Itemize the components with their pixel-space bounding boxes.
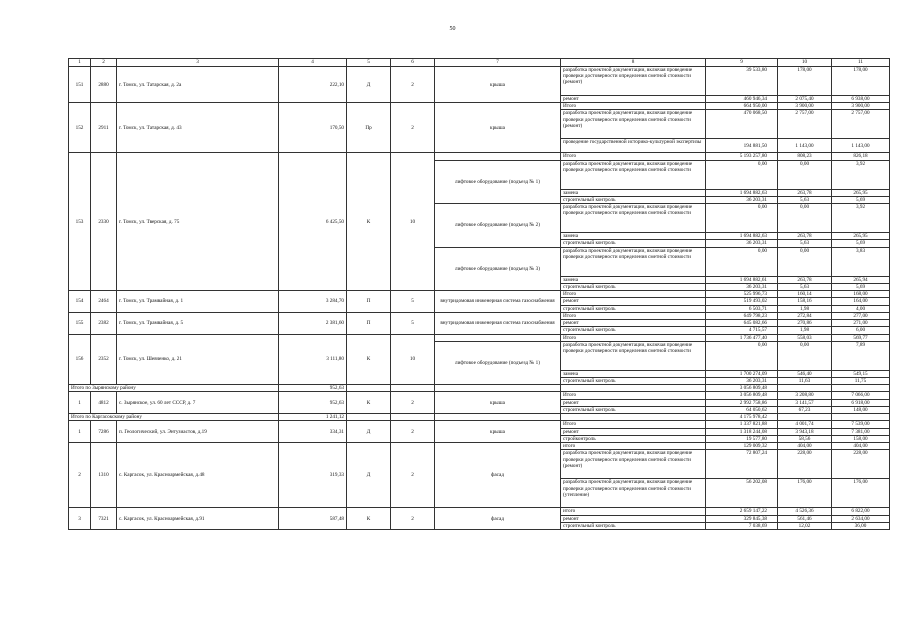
row-number: 154 bbox=[69, 291, 91, 313]
cost: 1 736 477,40 bbox=[706, 334, 778, 341]
cost: 36 203,31 bbox=[706, 196, 778, 203]
cost: 6 503,71 bbox=[706, 305, 778, 312]
max-unit-cost: 1 143,00 bbox=[832, 139, 890, 153]
table-row bbox=[69, 291, 890, 298]
header-row bbox=[69, 59, 890, 67]
element: фасад bbox=[435, 508, 561, 530]
table-row bbox=[69, 312, 890, 319]
building-code: 2352 bbox=[91, 334, 117, 385]
address: г. Томск, ул. Татарская, д. 2а bbox=[117, 67, 279, 103]
work-type: Итого bbox=[561, 312, 706, 319]
unit-cost: 178,00 bbox=[778, 67, 832, 96]
unit-cost: 263,78 bbox=[778, 276, 832, 283]
wall-material: К bbox=[347, 508, 391, 530]
work-type: разработка проектной документации, включая проведение проверки достоверности определения сметной стоимости bbox=[561, 204, 706, 233]
cost: 36 203,31 bbox=[706, 283, 778, 290]
header-cell: 1 bbox=[69, 59, 91, 67]
max-unit-cost: 826,18 bbox=[832, 153, 890, 160]
work-type: ремонт bbox=[561, 399, 706, 406]
area: 222,10 bbox=[279, 67, 347, 103]
max-unit-cost: 265,95 bbox=[832, 189, 890, 196]
floors: 2 bbox=[391, 508, 435, 530]
cost: 2 659 147,22 bbox=[706, 508, 778, 515]
unit-cost: 2 757,00 bbox=[778, 110, 832, 139]
unit-cost: 0,00 bbox=[778, 247, 832, 276]
max-unit-cost: 3 900,00 bbox=[832, 103, 890, 110]
subtotal-label: Итого по Каргасокскому району bbox=[69, 414, 279, 421]
cost: 1 694 882,61 bbox=[706, 276, 778, 283]
cost: 72 807,24 bbox=[706, 450, 778, 479]
work-type: строительный контроль bbox=[561, 406, 706, 413]
max-unit-cost: 549,15 bbox=[832, 370, 890, 377]
area: 3 111,80 bbox=[279, 334, 347, 385]
element: лифтовое оборудование (подъезд № 1) bbox=[435, 160, 561, 203]
work-type: Итого bbox=[561, 392, 706, 399]
max-unit-cost: 265,94 bbox=[832, 276, 890, 283]
element: лифтовое оборудование (подъезд № 2) bbox=[435, 204, 561, 247]
wall-material: Пр bbox=[347, 103, 391, 153]
header-cell: 11 bbox=[832, 59, 890, 67]
element bbox=[435, 153, 561, 160]
cost: 7 038,69 bbox=[706, 522, 778, 529]
max-unit-cost: 36,00 bbox=[832, 522, 890, 529]
element: лифтовое оборудование (подъезд № 3) bbox=[435, 247, 561, 290]
cost: 0,00 bbox=[706, 341, 778, 370]
address: г. Томск, ул. Трамвайная, д. 5 bbox=[117, 312, 279, 334]
address: с. Каргасок, ул. Красноармейская, д.91 bbox=[117, 508, 279, 530]
work-type: Итого bbox=[561, 334, 706, 341]
cost: 4 715,57 bbox=[706, 327, 778, 334]
cost: 0,00 bbox=[706, 204, 778, 233]
cost: 1 337 821,88 bbox=[706, 421, 778, 428]
building-code: 7286 bbox=[91, 421, 117, 443]
work-type: строительный контроль bbox=[561, 305, 706, 312]
max-unit-cost: 5,69 bbox=[832, 283, 890, 290]
address: с. Зырянское, ул. 60 лет СССР, д. 7 bbox=[117, 392, 279, 414]
max-unit-cost: 2 757,00 bbox=[832, 110, 890, 139]
cost: 36 203,31 bbox=[706, 377, 778, 384]
floors: 2 bbox=[391, 103, 435, 153]
area: 6 425,50 bbox=[279, 153, 347, 291]
element bbox=[435, 334, 561, 341]
building-code: 1310 bbox=[91, 443, 117, 508]
max-unit-cost: 5,69 bbox=[832, 196, 890, 203]
area: 3 284,70 bbox=[279, 291, 347, 313]
unit-cost: 4 526,36 bbox=[778, 508, 832, 515]
max-unit-cost: 11,75 bbox=[832, 377, 890, 384]
subtotal-area: 1 241,12 bbox=[279, 414, 347, 421]
building-code: 2880 bbox=[91, 67, 117, 103]
row-number: 2 bbox=[69, 443, 91, 508]
element: крыша bbox=[435, 103, 561, 153]
unit-cost: 5,63 bbox=[778, 283, 832, 290]
cost: 194 881,50 bbox=[706, 139, 778, 153]
unit-cost: 160,14 bbox=[778, 291, 832, 298]
max-unit-cost: 164,00 bbox=[832, 298, 890, 305]
unit-cost: 5,63 bbox=[778, 240, 832, 247]
wall-material: Д bbox=[347, 421, 391, 443]
repair-program-table bbox=[68, 58, 890, 530]
max-unit-cost: 158,00 bbox=[832, 435, 890, 442]
element: крыша bbox=[435, 67, 561, 103]
element: крыша bbox=[435, 421, 561, 443]
max-unit-cost: 3,92 bbox=[832, 160, 890, 189]
unit-cost: 3 141,57 bbox=[778, 399, 832, 406]
unit-cost: 1 143,00 bbox=[778, 139, 832, 153]
table-row bbox=[69, 508, 890, 515]
element: фасад bbox=[435, 443, 561, 508]
row-number: 152 bbox=[69, 103, 91, 153]
building-code: 2382 bbox=[91, 312, 117, 334]
cost: 470 068,50 bbox=[706, 110, 778, 139]
max-unit-cost: 277,00 bbox=[832, 312, 890, 319]
building-code: 2330 bbox=[91, 153, 117, 291]
work-type: строительный контроль bbox=[561, 283, 706, 290]
cost: 39 533,80 bbox=[706, 67, 778, 96]
wall-material: П bbox=[347, 291, 391, 313]
max-unit-cost: 4,00 bbox=[832, 305, 890, 312]
cost: 519 493,02 bbox=[706, 298, 778, 305]
max-unit-cost: 176,00 bbox=[832, 479, 890, 508]
header-cell: 4 bbox=[279, 59, 347, 67]
element: крыша bbox=[435, 392, 561, 414]
unit-cost: 4 001,74 bbox=[778, 421, 832, 428]
wall-material: К bbox=[347, 334, 391, 385]
floors: 10 bbox=[391, 334, 435, 385]
unit-cost: 263,78 bbox=[778, 233, 832, 240]
area: 319,33 bbox=[279, 443, 347, 508]
address: г. Томск, ул. Шевченко, д. 21 bbox=[117, 334, 279, 385]
unit-cost: 0,00 bbox=[778, 341, 832, 370]
area: 952,63 bbox=[279, 392, 347, 414]
building-code: 7321 bbox=[91, 508, 117, 530]
cost: 3 056 809,48 bbox=[706, 392, 778, 399]
unit-cost: 558,03 bbox=[778, 334, 832, 341]
cost: 1 694 882,63 bbox=[706, 189, 778, 196]
max-unit-cost: 6,00 bbox=[832, 327, 890, 334]
max-unit-cost: 6 918,00 bbox=[832, 399, 890, 406]
header-cell: 6 bbox=[391, 59, 435, 67]
row-number: 156 bbox=[69, 334, 91, 385]
unit-cost: 546,40 bbox=[778, 370, 832, 377]
address: с. Каргасок, ул. Красноармейская, д.48 bbox=[117, 443, 279, 508]
address: г. Томск, ул. Тверская, д. 75 bbox=[117, 153, 279, 291]
table-row bbox=[69, 67, 890, 96]
unit-cost: 3 943,18 bbox=[778, 428, 832, 435]
unit-cost: 1,98 bbox=[778, 305, 832, 312]
floors: 2 bbox=[391, 392, 435, 414]
building-code: 2911 bbox=[91, 103, 117, 153]
area: 170,50 bbox=[279, 103, 347, 153]
unit-cost: 176,00 bbox=[778, 479, 832, 508]
floors: 2 bbox=[391, 421, 435, 443]
element: внутридомовая инженерная система газоснабжения bbox=[435, 312, 561, 334]
max-unit-cost: 7,89 bbox=[832, 341, 890, 370]
work-type: ремонт bbox=[561, 428, 706, 435]
wall-material: К bbox=[347, 392, 391, 414]
subtotal-label: Итого по Зырянскому району bbox=[69, 385, 279, 392]
max-unit-cost: 148,00 bbox=[832, 406, 890, 413]
building-code: 2464 bbox=[91, 291, 117, 313]
cost: 129 009,32 bbox=[706, 443, 778, 450]
row-number: 1 bbox=[69, 421, 91, 443]
page-number: 50 bbox=[449, 26, 456, 32]
cost: 1 694 882,63 bbox=[706, 233, 778, 240]
unit-cost: 404,00 bbox=[778, 443, 832, 450]
table-row bbox=[69, 443, 890, 450]
unit-cost: 270,86 bbox=[778, 320, 832, 327]
row-number: 151 bbox=[69, 67, 91, 103]
table-row bbox=[69, 153, 890, 160]
unit-cost: 12,02 bbox=[778, 522, 832, 529]
row-number: 155 bbox=[69, 312, 91, 334]
cost: 0,00 bbox=[706, 247, 778, 276]
header-cell: 9 bbox=[706, 59, 778, 67]
unit-cost: 0,00 bbox=[778, 160, 832, 189]
max-unit-cost: 228,00 bbox=[832, 450, 890, 479]
cost: 649 798,23 bbox=[706, 312, 778, 319]
row-number: 3 bbox=[69, 508, 91, 530]
work-type: Итого bbox=[561, 103, 706, 110]
unit-cost: 11,63 bbox=[778, 377, 832, 384]
max-unit-cost: 7 539,00 bbox=[832, 421, 890, 428]
district-subtotal-row bbox=[69, 414, 890, 421]
table-row bbox=[69, 103, 890, 110]
unit-cost: 1,98 bbox=[778, 327, 832, 334]
work-type: разработка проектной документации, включая проведение проверки достоверности определения сметной стоимости (ремонт) bbox=[561, 67, 706, 96]
cost: 36 203,31 bbox=[706, 240, 778, 247]
max-unit-cost: 7 381,00 bbox=[832, 428, 890, 435]
work-type: Итого bbox=[561, 291, 706, 298]
work-type: строительный контроль bbox=[561, 377, 706, 384]
work-type: ремонт bbox=[561, 320, 706, 327]
work-type: разработка проектной документации, включая проведение проверки достоверности определения сметной стоимости bbox=[561, 160, 706, 189]
wall-material: К bbox=[347, 153, 391, 291]
work-type: проведение государственной историко-культурной экспертизы bbox=[561, 139, 706, 153]
address: г. Томск, ул. Трамвайная, д. 1 bbox=[117, 291, 279, 313]
cost: 664 950,00 bbox=[706, 103, 778, 110]
unit-cost: 5,63 bbox=[778, 196, 832, 203]
subtotal-area: 952,63 bbox=[279, 385, 347, 392]
work-type: разработка проектной документации, включая проведение проверки достоверности определения сметной стоимости (ремонт) bbox=[561, 450, 706, 479]
header-cell: 3 bbox=[117, 59, 279, 67]
cost: 460 946,34 bbox=[706, 96, 778, 103]
floors: 10 bbox=[391, 153, 435, 291]
table-row bbox=[69, 421, 890, 428]
floors: 5 bbox=[391, 291, 435, 313]
header-cell: 10 bbox=[778, 59, 832, 67]
work-type: Итого bbox=[561, 153, 706, 160]
max-unit-cost: 271,00 bbox=[832, 320, 890, 327]
max-unit-cost: 3,83 bbox=[832, 247, 890, 276]
max-unit-cost: 168,00 bbox=[832, 291, 890, 298]
work-type: разработка проектной документации, включая проведение проверки достоверности определения сметной стоимости (ремонт) bbox=[561, 110, 706, 139]
element: лифтовое оборудование (подъезд № 1) bbox=[435, 341, 561, 384]
unit-cost: 2 075,40 bbox=[778, 96, 832, 103]
work-type: замена bbox=[561, 233, 706, 240]
max-unit-cost: 404,00 bbox=[832, 443, 890, 450]
cost: 0,00 bbox=[706, 160, 778, 189]
unit-cost: 263,78 bbox=[778, 189, 832, 196]
cost: 56 202,08 bbox=[706, 479, 778, 508]
cost: 1 700 274,09 bbox=[706, 370, 778, 377]
floors: 2 bbox=[391, 67, 435, 103]
district-subtotal-row bbox=[69, 385, 890, 392]
work-type: разработка проектной документации, включая проведение проверки достоверности определения сметной стоимости bbox=[561, 247, 706, 276]
unit-cost: 58,56 bbox=[778, 435, 832, 442]
address: г. Томск, ул. Татарская, д. 43 bbox=[117, 103, 279, 153]
floors: 2 bbox=[391, 443, 435, 508]
work-type: разработка проектной документации, включая проведение проверки достоверности определения сметной стоимости (утепление) bbox=[561, 479, 706, 508]
header-cell: 7 bbox=[435, 59, 561, 67]
work-type: замена bbox=[561, 276, 706, 283]
unit-cost: 158,16 bbox=[778, 298, 832, 305]
element: внутридомовая инженерная система газоснабжения bbox=[435, 291, 561, 313]
work-type: строительный контроль bbox=[561, 327, 706, 334]
cost: 1 318 244,08 bbox=[706, 428, 778, 435]
unit-cost: 272,84 bbox=[778, 312, 832, 319]
unit-cost: 3 900,00 bbox=[778, 103, 832, 110]
unit-cost: 3 208,80 bbox=[778, 392, 832, 399]
unit-cost: 0,00 bbox=[778, 204, 832, 233]
cost: 2 992 758,86 bbox=[706, 399, 778, 406]
work-type: итого bbox=[561, 508, 706, 515]
cost: 5 193 257,80 bbox=[706, 153, 778, 160]
max-unit-cost: 178,00 bbox=[832, 67, 890, 96]
cost: 329 845,38 bbox=[706, 515, 778, 522]
row-number: 1 bbox=[69, 392, 91, 414]
wall-material: П bbox=[347, 312, 391, 334]
work-type: строительный контроль bbox=[561, 196, 706, 203]
max-unit-cost: 7 066,00 bbox=[832, 392, 890, 399]
max-unit-cost: 6 822,00 bbox=[832, 508, 890, 515]
unit-cost: 808,23 bbox=[778, 153, 832, 160]
subtotal-cost: 3 056 809,48 bbox=[706, 385, 778, 392]
work-type: Итого bbox=[561, 421, 706, 428]
work-type: замена bbox=[561, 370, 706, 377]
cost: 64 050,62 bbox=[706, 406, 778, 413]
max-unit-cost: 569,77 bbox=[832, 334, 890, 341]
work-type: разработка проектной документации, включая проведение проверки достоверности определения сметной стоимости bbox=[561, 341, 706, 370]
work-type: строительный контроль bbox=[561, 240, 706, 247]
work-type: строительный контроль bbox=[561, 522, 706, 529]
max-unit-cost: 6 938,00 bbox=[832, 96, 890, 103]
work-type: ремонт bbox=[561, 515, 706, 522]
unit-cost: 67,23 bbox=[778, 406, 832, 413]
work-type: ремонт bbox=[561, 298, 706, 305]
address: п. Геологический, ул. Энтузиастов, д.19 bbox=[117, 421, 279, 443]
unit-cost: 561,46 bbox=[778, 515, 832, 522]
area: 2 381,60 bbox=[279, 312, 347, 334]
cost: 525 996,73 bbox=[706, 291, 778, 298]
max-unit-cost: 265,95 bbox=[832, 233, 890, 240]
max-unit-cost: 5,69 bbox=[832, 240, 890, 247]
max-unit-cost: 2 634,00 bbox=[832, 515, 890, 522]
work-type: итого bbox=[561, 443, 706, 450]
area: 334,31 bbox=[279, 421, 347, 443]
wall-material: Д bbox=[347, 443, 391, 508]
cost: 19 577,80 bbox=[706, 435, 778, 442]
subtotal-cost: 4 175 978,42 bbox=[706, 414, 778, 421]
area: 587,48 bbox=[279, 508, 347, 530]
floors: 5 bbox=[391, 312, 435, 334]
header-cell: 5 bbox=[347, 59, 391, 67]
max-unit-cost: 3,92 bbox=[832, 204, 890, 233]
unit-cost: 228,00 bbox=[778, 450, 832, 479]
header-cell: 2 bbox=[91, 59, 117, 67]
work-type: стройконтроль bbox=[561, 435, 706, 442]
cost: 645 082,66 bbox=[706, 320, 778, 327]
work-type: замена bbox=[561, 189, 706, 196]
work-type: ремонт bbox=[561, 96, 706, 103]
header-cell: 8 bbox=[561, 59, 706, 67]
building-code: 4812 bbox=[91, 392, 117, 414]
row-number: 153 bbox=[69, 153, 91, 291]
wall-material: Д bbox=[347, 67, 391, 103]
table-row bbox=[69, 334, 890, 341]
table-row bbox=[69, 392, 890, 399]
